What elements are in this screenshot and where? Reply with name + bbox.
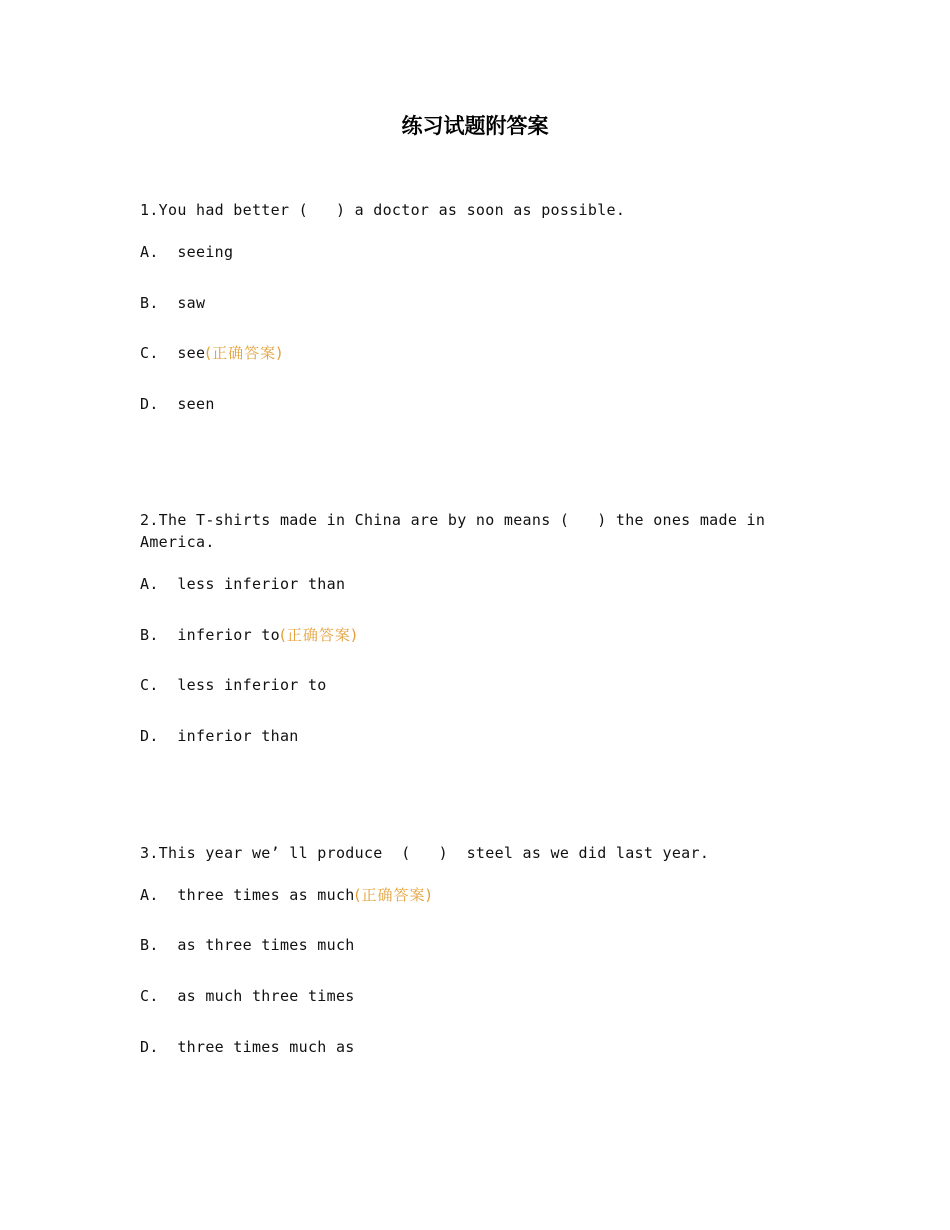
option-label: B. inferior to bbox=[140, 626, 280, 644]
option-d bbox=[140, 1036, 355, 1058]
option-label: C. less inferior to bbox=[140, 676, 327, 694]
option-label: A. less inferior than bbox=[140, 575, 346, 593]
option-a bbox=[140, 884, 432, 906]
question-stem: 1.You had better ( ) a doctor as soon as possible. bbox=[140, 201, 626, 219]
option-d bbox=[140, 725, 299, 747]
option-label: C. as much three times bbox=[140, 987, 355, 1005]
option-label: B. as three times much bbox=[140, 936, 355, 954]
option-c bbox=[140, 985, 355, 1007]
option-label: A. three times as much bbox=[140, 886, 355, 904]
option-b bbox=[140, 624, 358, 646]
option-label: D. seen bbox=[140, 395, 215, 413]
correct-answer-tag: (正确答案) bbox=[205, 344, 284, 362]
option-c bbox=[140, 674, 327, 696]
option-b bbox=[140, 934, 355, 956]
question-stem: 2.The T-shirts made in China are by no means ( ) the ones made in America. bbox=[140, 511, 775, 551]
option-label: C. see bbox=[140, 344, 206, 362]
option-label: A. seeing bbox=[140, 243, 234, 261]
option-a bbox=[140, 241, 233, 263]
option-label: B. saw bbox=[140, 294, 206, 312]
option-label: D. three times much as bbox=[140, 1038, 355, 1056]
option-label: D. inferior than bbox=[140, 727, 299, 745]
page-title: 练习试题附答案 bbox=[401, 114, 549, 138]
correct-answer-tag: (正确答案) bbox=[354, 886, 433, 904]
option-c bbox=[140, 342, 283, 364]
option-b bbox=[140, 292, 205, 314]
question-stem: 3.This year we’ ll produce ( ) steel as we did last year. bbox=[140, 844, 710, 862]
option-d bbox=[140, 393, 215, 415]
correct-answer-tag: (正确答案) bbox=[279, 626, 358, 644]
question-1 bbox=[140, 199, 780, 429]
question-3 bbox=[140, 842, 780, 1072]
option-a bbox=[140, 573, 345, 595]
question-2 bbox=[140, 509, 780, 759]
